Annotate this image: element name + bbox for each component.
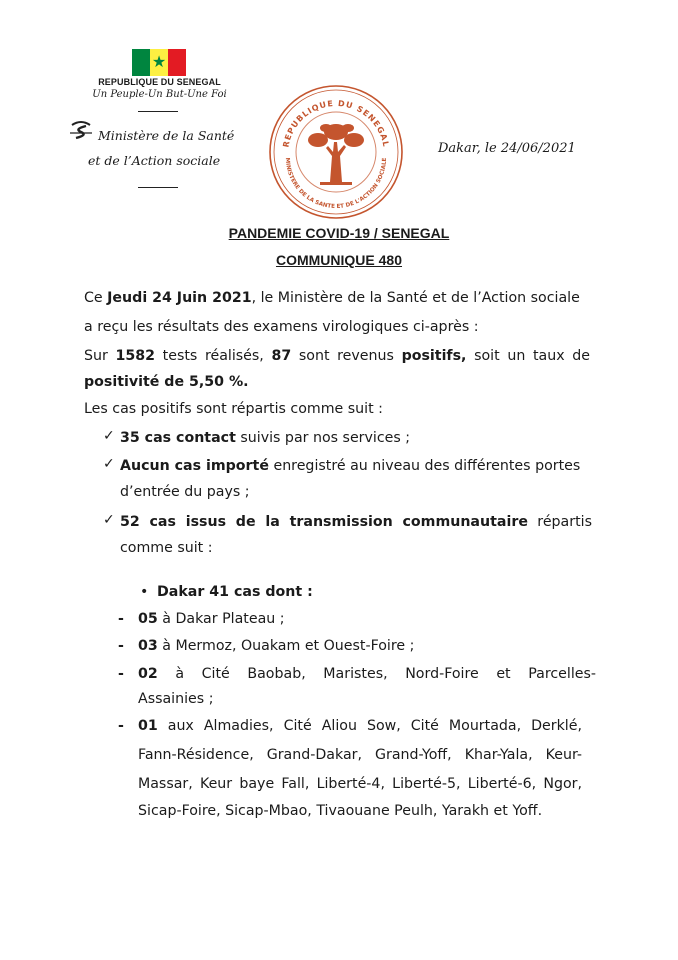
dakar-bullet: • bbox=[140, 584, 149, 600]
check-icon: ✓ bbox=[103, 428, 115, 444]
title-line1: PANDEMIE COVID-19 / SENEGAL bbox=[228, 225, 450, 241]
senegal-flag bbox=[132, 49, 186, 76]
baobab-tree-icon bbox=[308, 124, 364, 185]
intro-line2: a reçu les résultats des examens virologiques ci-après : bbox=[84, 319, 479, 335]
stats-line1: Sur 1582 tests réalisés, 87 sont revenus positifs, soit un taux de bbox=[84, 348, 591, 364]
locality-item-cont: Massar, Keur baye Fall, Liberté-4, Liberté-5, Liberté-6, Ngor, bbox=[138, 776, 582, 792]
locality-item: 01 aux Almadies, Cité Aliou Sow, Cité Mourtada, Derklé, bbox=[138, 718, 582, 734]
list-dash: - bbox=[118, 718, 124, 734]
header-divider-bottom bbox=[138, 187, 178, 188]
republic-name: REPUBLIQUE DU SENEGAL bbox=[98, 77, 221, 87]
official-seal bbox=[266, 82, 406, 222]
check-item-community-cont: comme suit : bbox=[120, 540, 213, 556]
locality-item-cont: Sicap-Foire, Sicap-Mbao, Tivaouane Peulh, Yarakh et Yoff. bbox=[138, 803, 543, 819]
list-dash: - bbox=[118, 638, 124, 654]
check-icon: ✓ bbox=[103, 456, 115, 472]
republic-motto: Un Peuple-Un But-Une Foi bbox=[92, 89, 227, 100]
check-item-imported-cont: d’entrée du pays ; bbox=[120, 484, 250, 500]
check-item-imported: Aucun cas importé enregistré au niveau des différentes portes bbox=[120, 458, 581, 474]
flag-star-icon: ★ bbox=[151, 52, 167, 71]
list-dash: - bbox=[118, 666, 124, 682]
intro-line1: Ce Jeudi 24 Juin 2021, le Ministère de la Santé et de l’Action sociale bbox=[84, 290, 580, 306]
stats-line2: positivité de 5,50 %. bbox=[84, 374, 249, 390]
seal-text-bottom: MINISTERE DE LA SANTE ET DE L'ACTION SOCIALE bbox=[283, 157, 389, 211]
locality-item: 05 à Dakar Plateau ; bbox=[138, 611, 285, 627]
header-divider-top bbox=[138, 111, 178, 112]
seal-text-top: REPUBLIQUE DU SENEGAL bbox=[281, 98, 391, 149]
locality-item: 03 à Mermoz, Ouakam et Ouest-Foire ; bbox=[138, 638, 415, 654]
locality-item-cont: Fann-Résidence, Grand-Dakar, Grand-Yoff, Khar-Yala, Keur- bbox=[138, 747, 582, 763]
check-item-community: 52 cas issus de la transmission communautaire répartis bbox=[120, 514, 592, 530]
document-date: Dakar, le 24/06/2021 bbox=[438, 141, 576, 156]
ministry-name-line1: Ministère de la Santé bbox=[98, 128, 235, 143]
list-dash: - bbox=[118, 611, 124, 627]
locality-item-cont: Assainies ; bbox=[138, 691, 214, 707]
ministry-name-line2: et de l’Action sociale bbox=[88, 153, 221, 168]
locality-item: 02 à Cité Baobab, Maristes, Nord-Foire et Parcelles- bbox=[138, 666, 596, 682]
repartition-text: Les cas positifs sont répartis comme suit : bbox=[84, 401, 383, 417]
check-item-contacts: 35 cas contact suivis par nos services ; bbox=[120, 430, 411, 446]
dakar-heading: Dakar 41 cas dont : bbox=[157, 584, 313, 600]
check-icon: ✓ bbox=[103, 512, 115, 528]
ministry-logo-icon bbox=[68, 119, 94, 143]
title-line2: COMMUNIQUE 480 bbox=[275, 252, 403, 268]
